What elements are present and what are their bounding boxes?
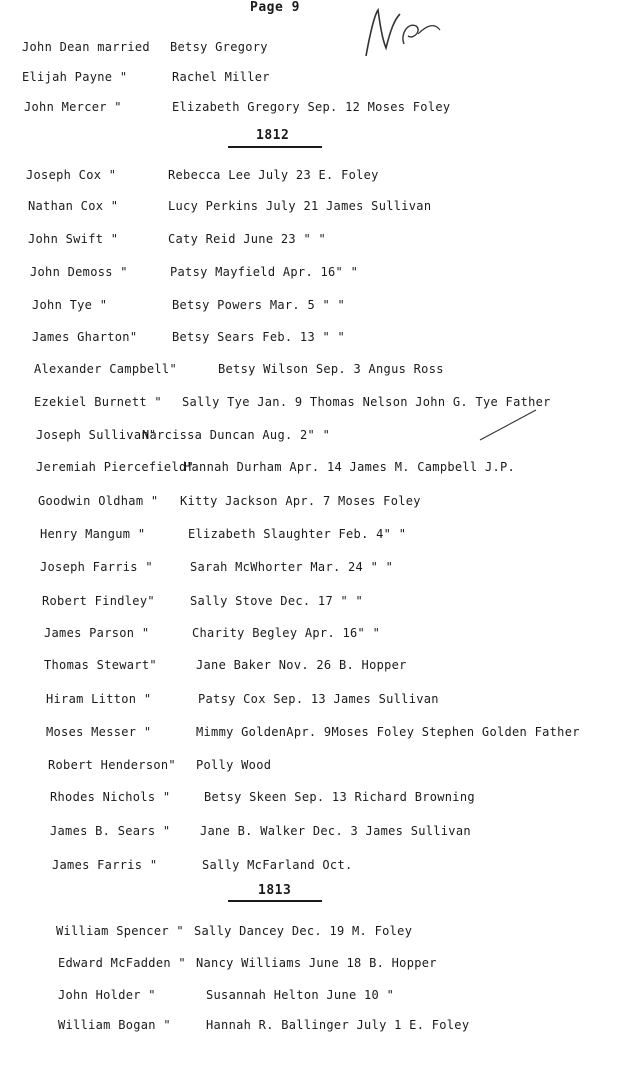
entry-details: Betsy Gregory: [170, 40, 268, 54]
entry-details: Betsy Powers Mar. 5 " ": [172, 298, 346, 312]
list-item: [36, 428, 331, 442]
groom-name: Alexander Campbell": [34, 362, 177, 376]
entry-details: Betsy Wilson Sep. 3 Angus Ross: [218, 362, 444, 376]
entry-details: Elizabeth Slaughter Feb. 4" ": [188, 527, 407, 541]
groom-name: Joseph Cox ": [26, 168, 117, 182]
list-item: [46, 692, 439, 706]
list-item: [32, 298, 346, 312]
entry-details: Nancy Williams June 18 B. Hopper: [196, 956, 437, 970]
groom-name: Nathan Cox ": [28, 199, 119, 213]
groom-name: John Mercer ": [24, 100, 122, 114]
groom-name: Joseph Farris ": [40, 560, 153, 574]
groom-name: James B. Sears ": [50, 824, 171, 838]
list-item: [46, 725, 580, 739]
entry-details: Narcissa Duncan Aug. 2" ": [142, 428, 331, 442]
entry-details: Betsy Skeen Sep. 13 Richard Browning: [204, 790, 475, 804]
entry-details: Rebecca Lee July 23 E. Foley: [168, 168, 379, 182]
groom-name: Jeremiah Piercefield": [36, 460, 195, 474]
groom-name: William Spencer ": [56, 924, 184, 938]
list-item: [52, 858, 353, 872]
page-title: Page 9: [250, 0, 300, 15]
list-item: [58, 1018, 470, 1032]
entry-details: Elizabeth Gregory Sep. 12 Moses Foley: [172, 100, 451, 114]
list-item: [50, 790, 475, 804]
groom-name: Henry Mangum ": [40, 527, 146, 541]
year-heading-1812: 1812: [256, 128, 290, 143]
groom-name: Edward McFadden ": [58, 956, 186, 970]
list-item: [28, 199, 432, 213]
entry-details: Caty Reid June 23 " ": [168, 232, 327, 246]
list-item: [40, 527, 407, 541]
list-item: [38, 494, 421, 508]
list-item: [22, 70, 270, 84]
entry-details: Lucy Perkins July 21 James Sullivan: [168, 199, 432, 213]
entry-details: Betsy Sears Feb. 13 " ": [172, 330, 346, 344]
list-item: [40, 560, 394, 574]
list-item: [58, 956, 437, 970]
entry-details: Rachel Miller: [172, 70, 270, 84]
groom-name: Rhodes Nichols ": [50, 790, 171, 804]
entry-details: Hannah R. Ballinger July 1 E. Foley: [206, 1018, 470, 1032]
groom-name: Elijah Payne ": [22, 70, 128, 84]
groom-name: Moses Messer ": [46, 725, 152, 739]
entry-details: Sally Tye Jan. 9 Thomas Nelson John G. Tye Father: [182, 395, 551, 409]
list-item: [44, 658, 407, 672]
pen-tick-mark: [478, 408, 538, 442]
heading-underline: [228, 146, 322, 148]
entry-details: Jane Baker Nov. 26 B. Hopper: [196, 658, 407, 672]
entry-details: Patsy Mayfield Apr. 16" ": [170, 265, 359, 279]
list-item: [34, 395, 551, 409]
heading-underline: [228, 900, 322, 902]
entry-details: Sarah McWhorter Mar. 24 " ": [190, 560, 394, 574]
groom-name: Goodwin Oldham ": [38, 494, 159, 508]
entry-details: Mimmy GoldenApr. 9Moses Foley Stephen Golden Father: [196, 725, 580, 739]
list-item: [24, 100, 451, 114]
groom-name: John Dean married: [22, 40, 150, 54]
entry-details: Susannah Helton June 10 ": [206, 988, 395, 1002]
entry-details: Polly Wood: [196, 758, 272, 772]
list-item: [56, 924, 413, 938]
list-item: [26, 168, 379, 182]
groom-name: Robert Henderson": [48, 758, 176, 772]
list-item: [42, 594, 364, 608]
entry-details: Jane B. Walker Dec. 3 James Sullivan: [200, 824, 471, 838]
groom-name: William Bogan ": [58, 1018, 171, 1032]
entry-details: Kitty Jackson Apr. 7 Moses Foley: [180, 494, 421, 508]
list-item: [36, 460, 516, 474]
handwritten-scrawl: [360, 4, 450, 62]
list-item: [28, 232, 327, 246]
list-item: [50, 824, 471, 838]
groom-name: John Holder ": [58, 988, 156, 1002]
list-item: [34, 362, 444, 376]
entry-details: Sally Dancey Dec. 19 M. Foley: [194, 924, 413, 938]
list-item: [22, 40, 268, 54]
groom-name: John Tye ": [32, 298, 108, 312]
list-item: [44, 626, 381, 640]
year-heading-1813: 1813: [258, 883, 292, 898]
groom-name: Thomas Stewart": [44, 658, 157, 672]
list-item: [58, 988, 395, 1002]
groom-name: Hiram Litton ": [46, 692, 152, 706]
entry-details: Patsy Cox Sep. 13 James Sullivan: [198, 692, 439, 706]
entry-details: Hannah Durham Apr. 14 James M. Campbell J.P.: [184, 460, 516, 474]
entry-details: Charity Begley Apr. 16" ": [192, 626, 381, 640]
groom-name: Robert Findley": [42, 594, 155, 608]
groom-name: John Demoss ": [30, 265, 128, 279]
list-item: [48, 758, 272, 772]
groom-name: James Farris ": [52, 858, 158, 872]
list-item: [30, 265, 359, 279]
entry-details: Sally McFarland Oct.: [202, 858, 353, 872]
entry-details: Sally Stove Dec. 17 " ": [190, 594, 364, 608]
groom-name: John Swift ": [28, 232, 119, 246]
groom-name: Joseph Sullivan": [36, 428, 157, 442]
groom-name: James Parson ": [44, 626, 150, 640]
groom-name: Ezekiel Burnett ": [34, 395, 162, 409]
groom-name: James Gharton": [32, 330, 138, 344]
list-item: [32, 330, 346, 344]
